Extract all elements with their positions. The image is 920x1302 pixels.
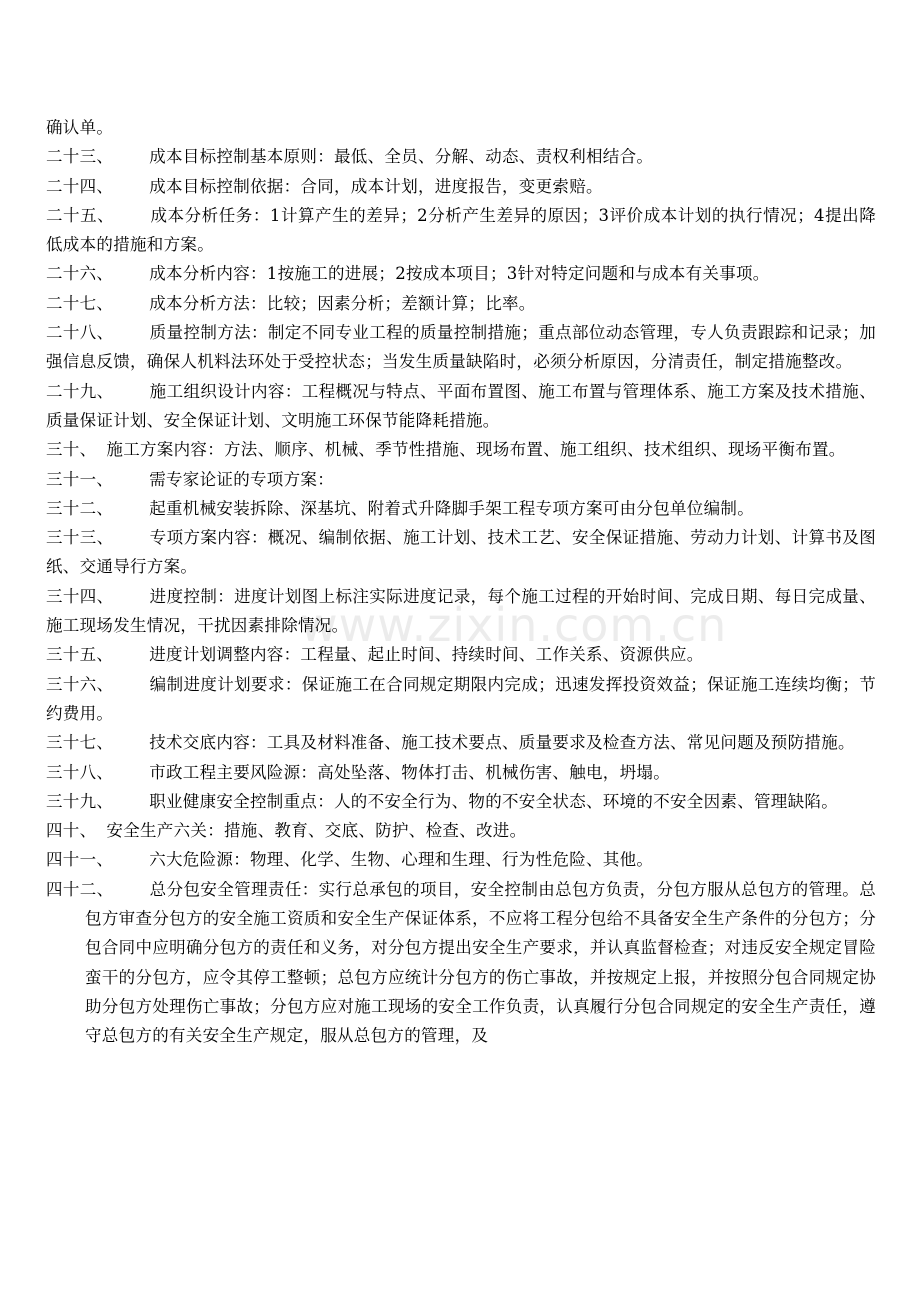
list-item (46, 758, 876, 787)
item-text: 成本分析内容：1按施工的进展；2按成本项目；3针对特定问题和与成本有关事项。 (149, 264, 770, 284)
item-text: 六大危险源：物理、化学、生物、心理和生理、行为性危险、其他。 (149, 850, 654, 870)
item-number: 四十二、 (46, 879, 114, 899)
list-item (46, 142, 876, 171)
item-number: 三十七、 (46, 733, 114, 753)
list-item (46, 875, 876, 1051)
list-item (46, 670, 876, 729)
list-item (46, 845, 876, 874)
item-text: 成本目标控制基本原则：最低、全员、分解、动态、责权利相结合。 (149, 147, 654, 167)
document-body (46, 113, 876, 1051)
list-item (46, 113, 876, 142)
list-item (46, 787, 876, 816)
item-number: 三十五、 (46, 645, 114, 665)
item-text: 进度计划调整内容：工程量、起止时间、持续时间、工作关系、资源供应。 (149, 645, 704, 665)
item-number: 二十四、 (46, 176, 114, 196)
item-number: 二十九、 (46, 381, 114, 401)
list-item (46, 289, 876, 318)
item-number: 二十六、 (46, 264, 114, 284)
list-item (46, 640, 876, 669)
item-number: 二十八、 (46, 323, 114, 343)
item-text: 市政工程主要风险源：高处坠落、物体打击、机械伤害、触电，坍塌。 (149, 762, 671, 782)
item-number: 四十一、 (46, 850, 114, 870)
list-item (46, 582, 876, 641)
item-text: 专项方案内容：概况、编制依据、施工计划、技术工艺、安全保证措施、劳动力计划、计算书及图纸、交通导行方案。 (46, 528, 876, 577)
list-item (46, 494, 876, 523)
item-number: 三十一、 (46, 469, 114, 489)
list-item (46, 172, 876, 201)
item-text: 确认单。 (46, 118, 114, 137)
watermark: www.zixin.com.cn (300, 598, 728, 652)
item-text: 安全生产六关：措施、教育、交底、防护、检查、改进。 (106, 821, 527, 841)
list-item (46, 318, 876, 377)
item-number: 三十九、 (46, 791, 114, 811)
item-text: 施工组织设计内容：工程概况与特点、平面布置图、施工布置与管理体系、施工方案及技术措施、质量保证计划、安全保证计划、文明施工环保节能降耗措施。 (46, 381, 876, 430)
list-item (46, 728, 876, 757)
list-item (46, 816, 876, 845)
item-text: 施工方案内容：方法、顺序、机械、季节性措施、现场布置、施工组织、技术组织、现场平衡布置。 (106, 440, 846, 460)
item-text: 总分包安全管理责任：实行总承包的项目，安全控制由总包方负责，分包方服从总包方的管理。总包方审查分包方的安全施工资质和安全生产保证体系，不应将工程分包给不具备安全生产条件的分包方；分包合同中应明确分包方的责任和义务，对分包方提出安全生产要求，并认真监督检查；对违反安全规定冒险蛮干的分包方，应令其停工整顿；总包方应统计分包方的伤亡事故，并按规定上报，并按照分包合同规定协助分包方处理伤亡事故；分包方应对施工现场的安全工作负责，认真履行分包合同规定的安全生产责任，遵守总包方的有关安全生产规定，服从总包方的管理，及 (85, 879, 876, 1046)
item-text: 进度控制：进度计划图上标注实际进度记录，每个施工过程的开始时间、完成日期、每日完成量、施工现场发生情况，干扰因素排除情况。 (46, 586, 876, 636)
item-number: 三十六、 (46, 674, 114, 694)
list-item (46, 465, 876, 494)
item-text: 职业健康安全控制重点：人的不安全行为、物的不安全状态、环境的不安全因素、管理缺陷。 (149, 791, 839, 811)
list-item (46, 523, 876, 582)
item-number: 二十七、 (46, 293, 114, 313)
list-item (46, 201, 876, 260)
item-number: 三十、 (46, 440, 97, 460)
item-number: 四十、 (46, 821, 97, 841)
item-number: 三十八、 (46, 762, 114, 782)
item-text: 成本分析方法：比较；因素分析；差额计算；比率。 (149, 293, 536, 313)
item-text: 起重机械安装拆除、深基坑、附着式升降脚手架工程专项方案可由分包单位编制。 (149, 498, 755, 518)
list-item (46, 435, 876, 464)
item-number: 三十二、 (46, 498, 114, 518)
item-text: 成本目标控制依据：合同，成本计划，进度报告，变更索赔。 (149, 176, 603, 196)
item-text: 质量控制方法：制定不同专业工程的质量控制措施；重点部位动态管理，专人负责跟踪和记录；加强信息反馈，确保人机料法环处于受控状态；当发生质量缺陷时，必须分析原因，分清责任，制定措施整改。 (46, 323, 876, 372)
list-item (46, 259, 876, 288)
item-text: 需专家论证的专项方案： (149, 469, 335, 489)
item-text: 成本分析任务：1计算产生的差异；2分析产生差异的原因；3评价成本计划的执行情况；4提出降低成本的措施和方案。 (46, 205, 876, 255)
item-number: 二十三、 (46, 147, 114, 167)
item-number: 三十三、 (46, 528, 114, 548)
item-number: 三十四、 (46, 586, 114, 606)
item-text: 技术交底内容：工具及材料准备、施工技术要点、质量要求及检查方法、常见问题及预防措施。 (149, 733, 855, 753)
item-text: 编制进度计划要求：保证施工在合同规定期限内完成；迅速发挥投资效益；保证施工连续均衡；节约费用。 (46, 674, 876, 723)
list-item (46, 377, 876, 436)
item-number: 二十五、 (46, 205, 115, 225)
